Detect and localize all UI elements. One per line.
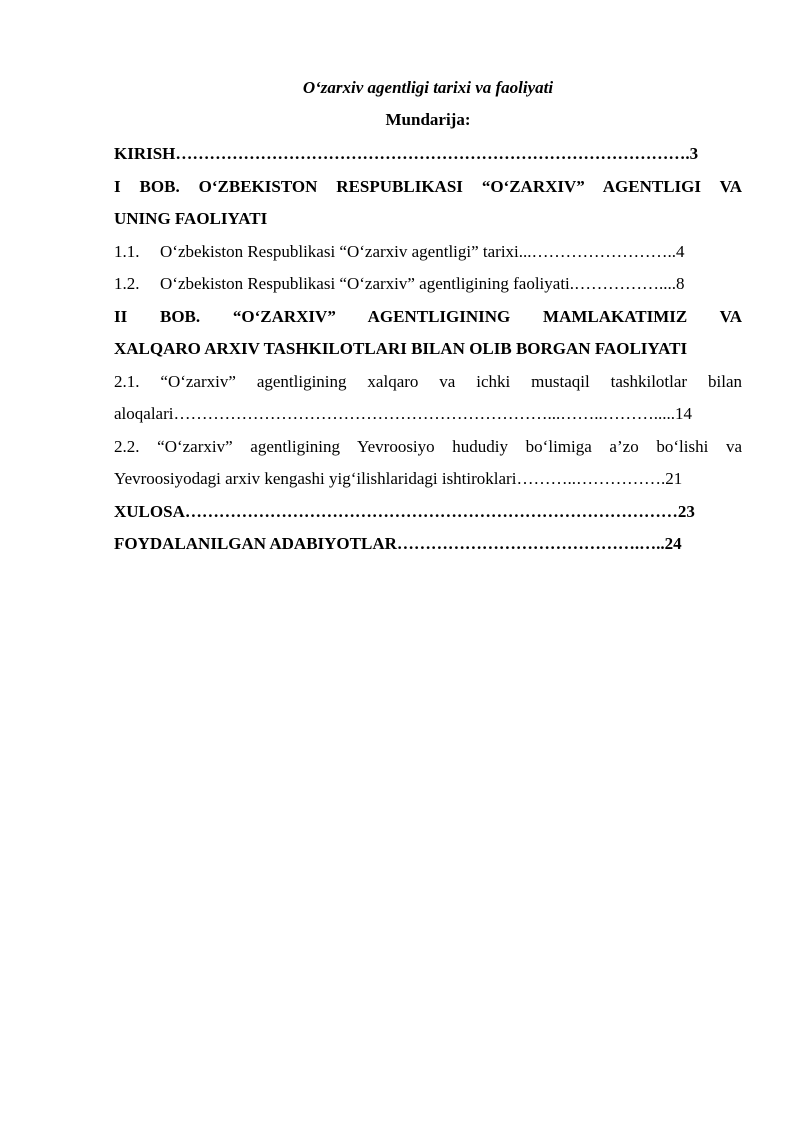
toc-entry-number: 1.1.: [114, 241, 140, 261]
table-of-contents: [114, 138, 742, 561]
toc-chapter2-line1: II BOB. “O‘ZARXIV” AGENTLIGINING MAMLAKATIMIZ VA: [114, 306, 742, 326]
document-title: O‘zarxiv agentligi tarixi va faoliyati: [302, 78, 554, 97]
toc-entry-text: O‘zbekiston Respublikasi “O‘zarxiv agentligi” tarixi...……………………..4: [160, 241, 685, 261]
toc-heading: Mundarija:: [385, 110, 471, 129]
toc-entry-1-1: [114, 236, 742, 269]
toc-entry-1-2: [114, 268, 742, 301]
toc-chapter1-line2: UNING FAOLIYATI: [114, 209, 268, 228]
toc-entry-xulosa: XULOSA……………………………………………………………………………23: [114, 501, 695, 521]
toc-chapter1-line1: I BOB. O‘ZBEKISTON RESPUBLIKASI “O‘ZARXIV” AGENTLIGI VA: [114, 176, 742, 196]
toc-chapter2-line2: XALQARO ARXIV TASHKILOTLARI BILAN OLIB BORGAN FAOLIYATI: [114, 339, 688, 358]
toc-entry-adabiyotlar: FOYDALANILGAN ADABIYOTLAR…………………………………….…..24: [114, 534, 682, 553]
toc-entry-kirish: KIRISH……………………………………………………………………………….3: [114, 144, 699, 163]
toc-entry-2-1-line1: 2.1. “O‘zarxiv” agentligining xalqaro va ichki mustaqil tashkilotlar bilan: [114, 371, 742, 391]
toc-entry-text: O‘zbekiston Respublikasi “O‘zarxiv” agentligining faoliyati.……………....8: [160, 274, 685, 293]
toc-entry-2-2-line2: Yevroosiyodagi arxiv kengashi yig‘ilishlaridagi ishtiroklari………..…………….21: [114, 469, 683, 488]
document-page: [114, 72, 742, 561]
toc-entry-number: 1.2.: [114, 274, 140, 293]
toc-entry-2-2-line1: 2.2. “O‘zarxiv” agentligining Yevroosiyo hududiy bo‘limiga a’zo bo‘lishi va: [114, 436, 742, 456]
toc-entry-2-1-line2: aloqalari…………………………………………………………...……..……….....14: [114, 404, 692, 423]
